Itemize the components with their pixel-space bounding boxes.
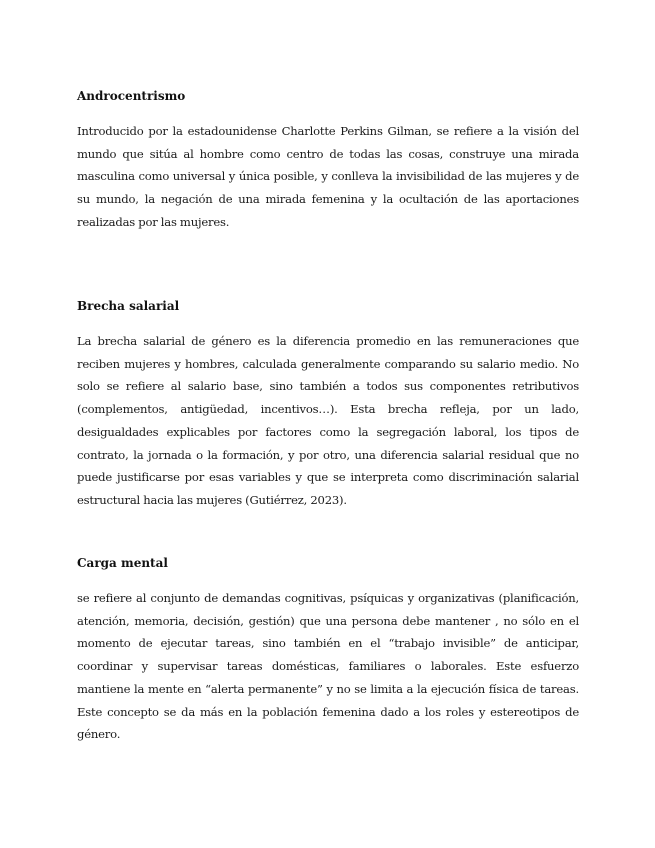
section-carga-mental xyxy=(77,555,579,746)
section-heading: Androcentrismo xyxy=(77,89,186,103)
section-heading: Brecha salarial xyxy=(77,299,180,313)
section-androcentrismo xyxy=(77,88,579,234)
section-brecha-salarial xyxy=(77,298,579,512)
section-paragraph: Introducido por la estadounidense Charlotte Perkins Gilman, se refiere a la visión del mundo que sitúa al hombre como centro de todas las cosas, construye una mirada masculina como universal y única posible, y conlleva la invisibilidad de las mujeres y de su mundo, la negación de una mirada femenina y la ocultación de las aportaciones realizadas por las mujeres. xyxy=(77,124,579,229)
section-paragraph: La brecha salarial de género es la diferencia promedio en las remuneraciones que reciben mujeres y hombres, calculada generalmente comparando su salario medio. No solo se refiere al salario base, sino también a todos sus componentes retributivos (complementos, antigüedad, incentivos…). Esta brecha refleja, por un lado, desigualdades explicables por factores como la segregación laboral, los tipos de contrato, la jornada o la formación, y por otro, una diferencia salarial residual que no puede justificarse por esas variables y que se interpreta como discriminación salarial estructural hacia las mujeres (Gutiérrez, 2023). xyxy=(77,334,579,507)
section-heading: Carga mental xyxy=(77,556,168,570)
section-paragraph: se refiere al conjunto de demandas cognitivas, psíquicas y organizativas (planificación, atención, memoria, decisión, gestión) que una persona debe mantener , no sólo en el momento de ejecutar tareas, sino también en el “trabajo invisible” de anticipar, coordinar y supervisar tareas domésticas, familiares o laborales. Este esfuerzo mantiene la mente en “alerta permanente” y no se limita a la ejecución física de tareas. Este concepto se da más en la población femenina dado a los roles y estereotipos de género. xyxy=(77,591,579,742)
